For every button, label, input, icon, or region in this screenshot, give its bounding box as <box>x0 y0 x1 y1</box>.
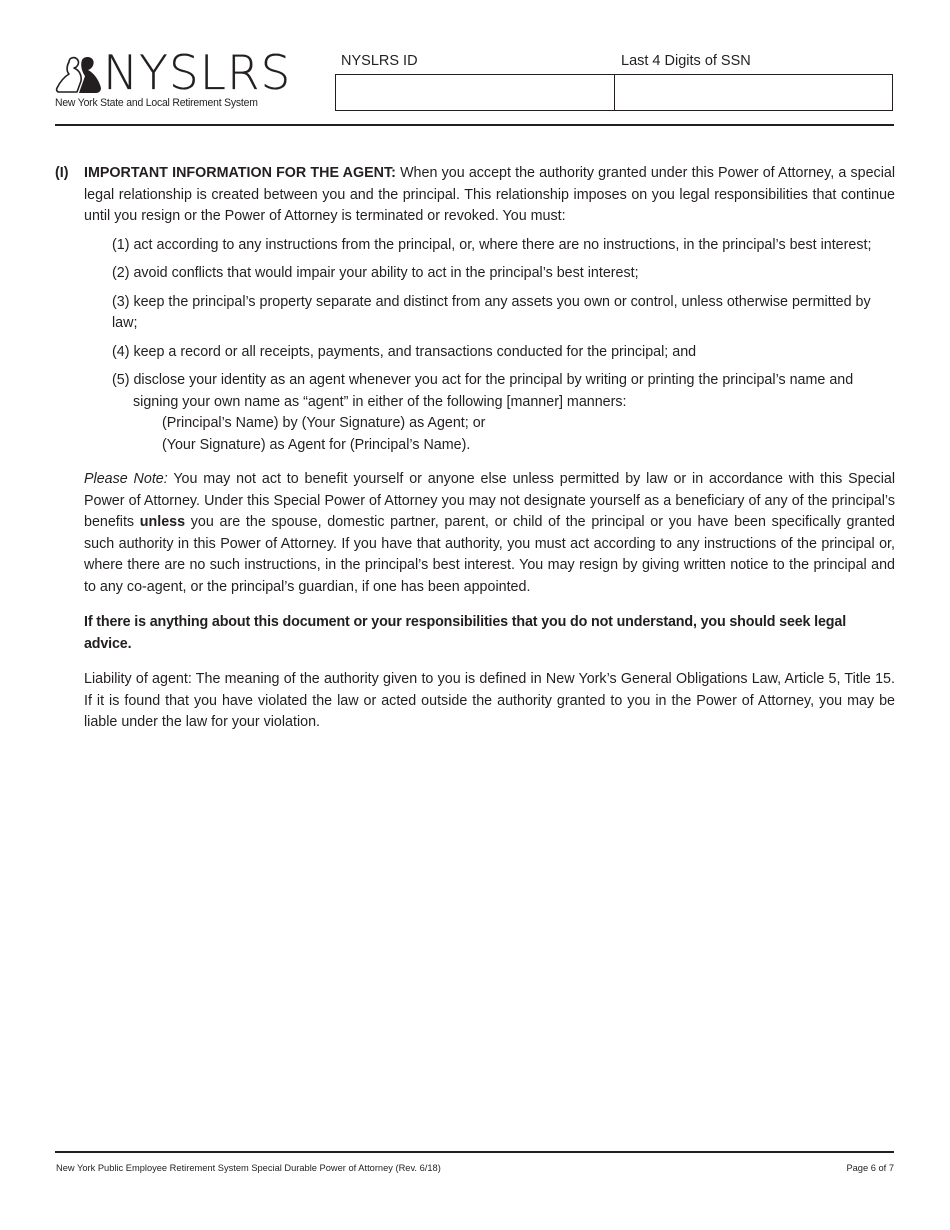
manner-line: (Principal’s Name) by (Your Signature) as Agent; or <box>162 415 486 431</box>
section-intro-text: When you accept the authority granted under this Power of Attorney, a special legal relationship is created between you and the principal. This relationship imposes on you legal responsibilities that continue until you resign or the Power of Attorney is terminated or revoked. You must: <box>84 165 895 224</box>
section-body <box>84 163 895 734</box>
nyslrs-id-field[interactable] <box>336 75 615 110</box>
duty-item: (2) avoid conflicts that would impair your ability to act in the principal’s best interest; <box>112 265 639 281</box>
duty-item-disclose <box>112 370 895 456</box>
section-number: (I) <box>55 165 69 181</box>
nyslrs-id-label: NYSLRS ID <box>341 53 418 69</box>
footer-divider <box>55 1151 894 1153</box>
note-text: You may not act to benefit yourself or anyone else unless permitted by law or in accordance with this Special Power of Attorney. Under this Special Power of Attorney you may not designate yourself as a beneficiary of any of the principal’s benefits <box>84 471 896 530</box>
manner-line: (Your Signature) as Agent for (Principal’s Name). <box>162 436 471 453</box>
note-label: Please Note: <box>84 471 168 487</box>
agent-duties-list <box>112 235 895 457</box>
footer-form-title: New York Public Employee Retirement System Special Durable Power of Attorney (Rev. 6/18) <box>56 1163 441 1173</box>
duty-item: (1) act according to any instructions from the principal, or, where there are no instructions, in the principal’s best interest; <box>112 236 872 253</box>
section-intro <box>84 163 895 228</box>
ssn-last4-field[interactable] <box>615 75 892 110</box>
nyslrs-figures-icon <box>55 56 103 96</box>
page-number: Page 6 of 7 <box>846 1163 894 1173</box>
duty-item: (4) keep a record or all receipts, payments, and transactions conducted for the principal; and <box>112 343 697 360</box>
liability-paragraph: Liability of agent: The meaning of the authority given to you is defined in New York’s General Obligations Law, Article 5, Title 15. If it is found that you have violated the law or acted outside the authority granted to you in the Power of Attorney, you may be liable under the law for your violation. <box>84 671 895 730</box>
logo-wordmark: NYSLRS <box>103 46 292 101</box>
section-title: IMPORTANT INFORMATION FOR THE AGENT: <box>84 165 396 181</box>
legal-advice-statement: If there is anything about this document or your responsibilities that you do not understand, you should seek legal advice. <box>84 614 847 652</box>
duty-text: (5) disclose your identity as an agent whenever you act for the principal by writing or printing the principal’s name and signing your own name as “agent” in either of the following [manner] manners: <box>112 372 854 410</box>
note-text: you are the spouse, domestic partner, parent, or child of the principal or you have been specifically granted such authority in this Power of Attorney. If you have that authority, you must act according to any instructions of the principal or, where there are no such instructions, in the principal’s best interest. You may resign by giving written notice to the principal and to any co-agent, or the principal’s guardian, if one has been appointed. <box>84 514 895 595</box>
ssn-label: Last 4 Digits of SSN <box>621 53 751 69</box>
nyslrs-logo <box>55 46 292 114</box>
please-note-paragraph <box>84 469 895 598</box>
duty-item: (3) keep the principal’s property separate and distinct from any assets you own or control, unless otherwise permitted by law; <box>112 293 871 331</box>
header-divider <box>55 124 894 126</box>
id-fields-box <box>335 74 893 111</box>
note-emphasis: unless <box>139 514 186 530</box>
logo-subtitle: New York State and Local Retirement System <box>55 97 258 109</box>
agent-information-section <box>55 163 895 734</box>
